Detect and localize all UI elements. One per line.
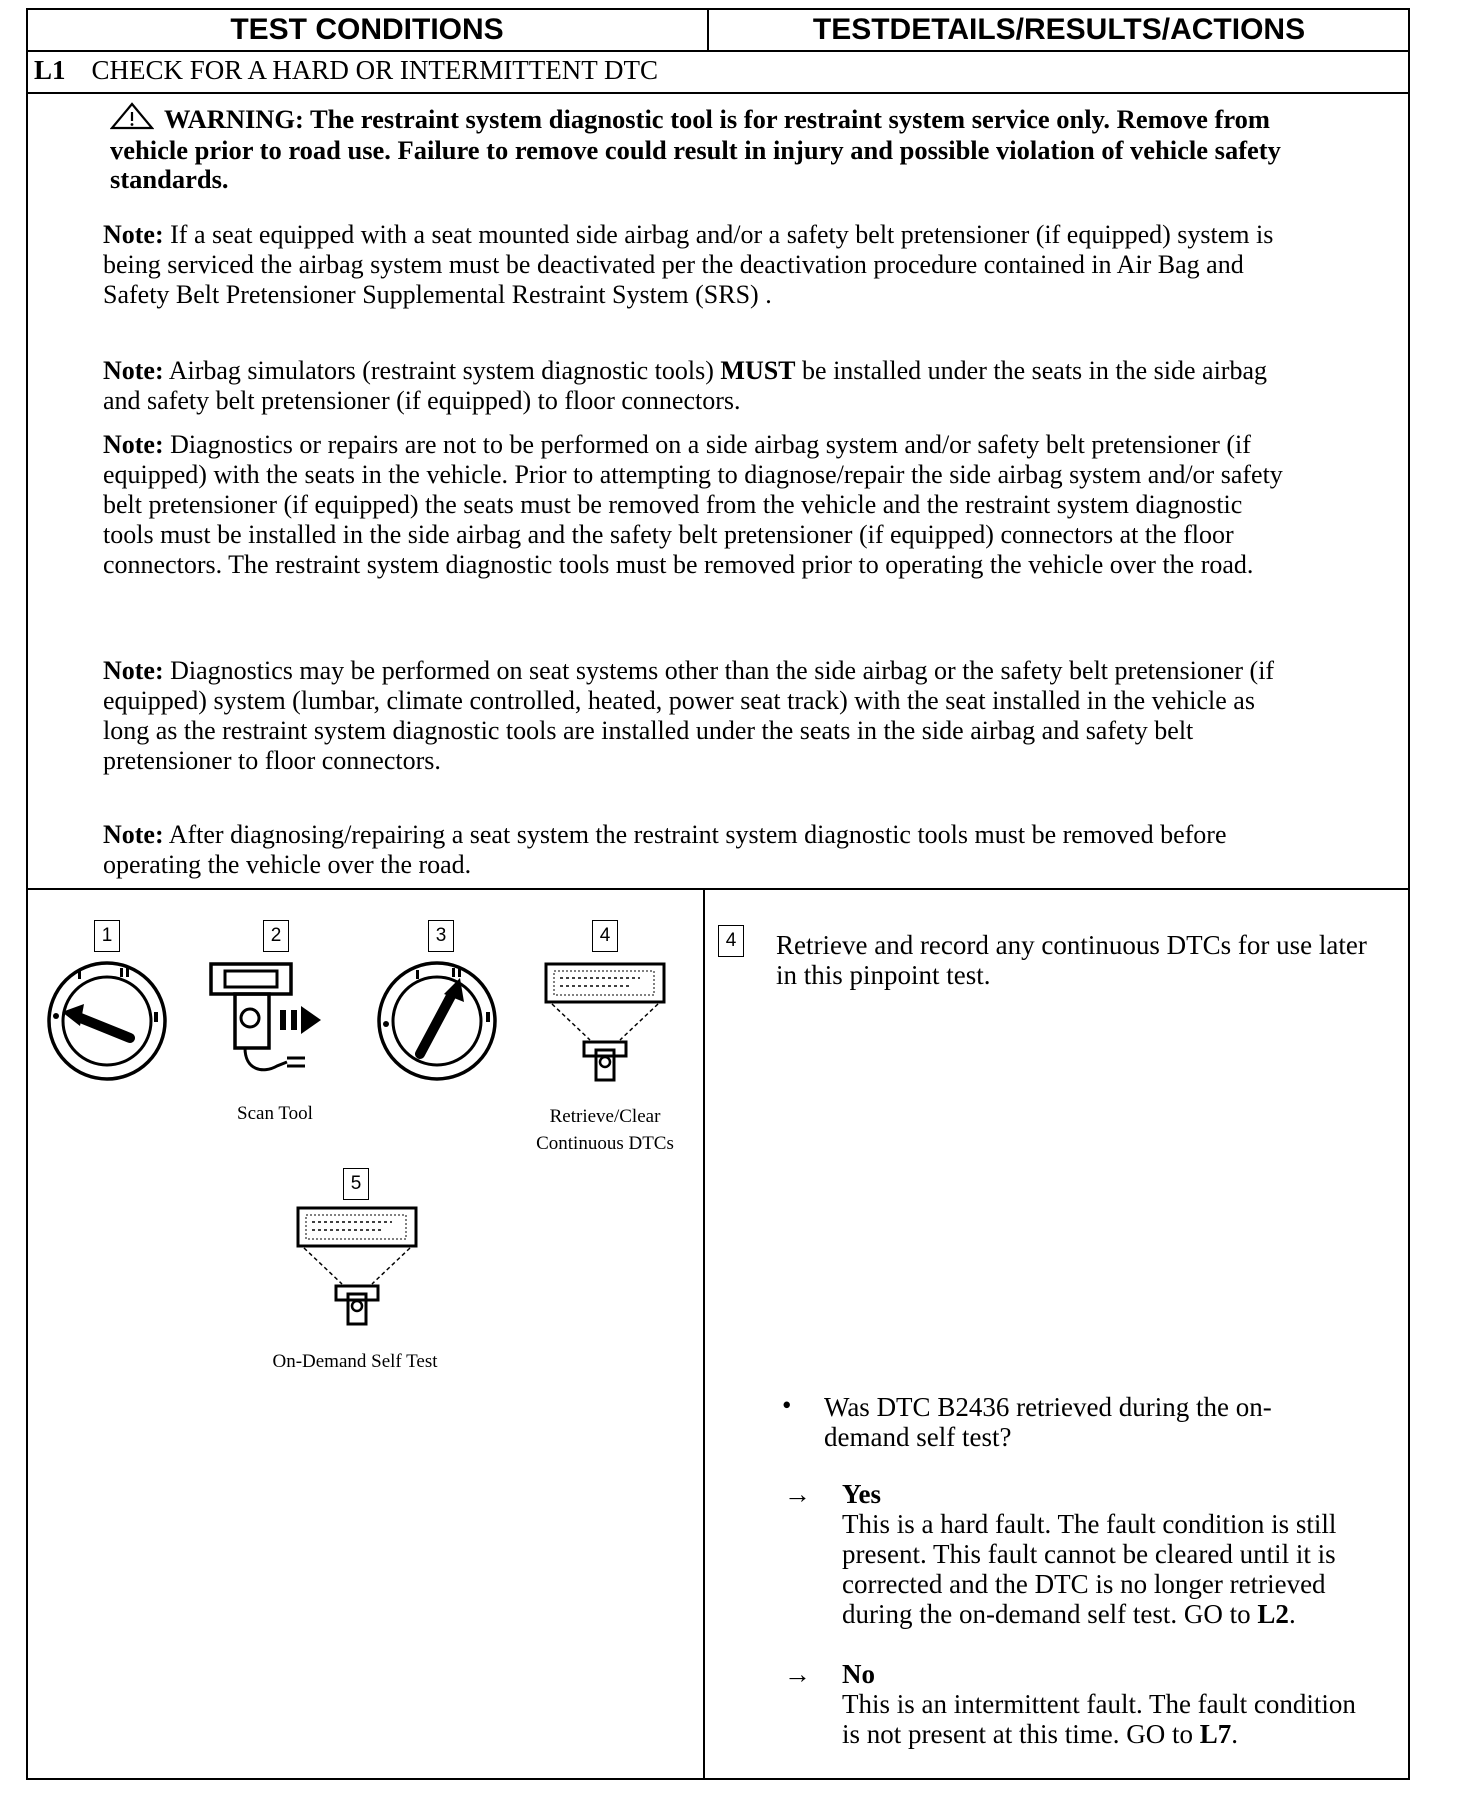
note-text: Diagnostics may be performed on seat systems other than the side airbag or the safety belt pretensioner (if equipped) system (lumbar, climate controlled, heated, power seat track) with the seat installed in the vehicle as long as the restraint system diagnostic tools are installed under the seats in the side airbag and safety belt pretensioner to floor connectors. — [103, 656, 1275, 775]
detail-step-number: 4 — [718, 925, 744, 957]
yes-result — [842, 1509, 1402, 1629]
note-label: Note: — [103, 820, 164, 849]
note-simulators — [103, 356, 1283, 416]
note-text: Diagnostics or repairs are not to be performed on a side airbag system and/or safety belt pretensioner (if equipped) with the seats in the vehicle. Prior to attempting to diagnose/repair the side airbag system and/or safety belt pretensioner (if equipped) the seats must be removed from the vehicle and the restraint system diagnostic tools must be installed in the side airbag and the safety belt pretensioner (if equipped) connectors at the floor connectors. The restraint system diagnostic tools must be removed prior to operating the vehicle over the road. — [103, 430, 1283, 579]
detail-question: Was DTC B2436 retrieved during the on-demand self test? — [824, 1392, 1272, 1452]
yes-label: Yes — [842, 1479, 881, 1509]
note-text: After diagnosing/repairing a seat system the restraint system diagnostic tools must be removed before operating the vehicle over the road. — [103, 820, 1227, 879]
caption-self-test: On-Demand Self Test — [272, 1351, 438, 1372]
yes-goto-link[interactable]: L2 — [1257, 1599, 1289, 1629]
step-title — [34, 52, 658, 88]
figure-step-3: 3 — [428, 920, 454, 952]
scan-tool-screen-icon — [292, 1206, 422, 1336]
note-emphasis: MUST — [720, 356, 796, 385]
note-text: be installed under the seats in the side airbag and safety belt pretensioner (if equipped) to floor connectors. — [103, 356, 1267, 415]
arrow-right-icon: → — [784, 1479, 811, 1509]
ignition-switch-off-icon — [42, 956, 172, 1086]
note-label: Note: — [103, 220, 164, 249]
step-id: L1 — [34, 55, 66, 85]
note-label: Note: — [103, 656, 164, 685]
period: . — [1288, 1599, 1296, 1629]
note-label: Note: — [103, 356, 164, 385]
no-label: No — [842, 1659, 875, 1689]
bullet-icon: • — [782, 1390, 792, 1420]
figure-step-5: 5 — [343, 1168, 369, 1200]
no-result-text: This is an intermittent fault. The fault condition is not present at this time. GO to — [842, 1689, 1356, 1749]
caption-line: Continuous DTCs — [536, 1133, 674, 1154]
detail-instruction: Retrieve and record any continuous DTCs for use later in this pinpoint test. — [776, 930, 1367, 990]
ignition-switch-run-icon — [372, 956, 502, 1086]
no-goto-link[interactable]: L7 — [1199, 1719, 1232, 1749]
scan-tool-screen-icon — [540, 962, 670, 1092]
no-result — [842, 1689, 1372, 1749]
warning-block — [110, 102, 1350, 194]
note-diagnostics-in-vehicle — [103, 430, 1283, 580]
yes-result-text: This is a hard fault. The fault condition is still present. This fault cannot be cleared until it is corrected and the DTC is no longer retrieved during the on-demand self test. GO to — [842, 1509, 1337, 1629]
step-title-text: CHECK FOR A HARD OR INTERMITTENT DTC — [91, 55, 659, 85]
note-other-seat-systems — [103, 656, 1283, 776]
header-test-conditions: TEST CONDITIONS — [230, 13, 504, 46]
header-test-details: TESTDETAILS/RESULTS/ACTIONS — [812, 13, 1306, 46]
note-label: Note: — [103, 430, 164, 459]
warning-triangle-icon — [110, 102, 154, 136]
arrow-right-icon: → — [784, 1659, 811, 1689]
figure-step-2: 2 — [263, 920, 289, 952]
figure-step-1: 1 — [94, 920, 120, 952]
caption-retrieve-clear — [515, 1103, 695, 1157]
note-deactivation — [103, 220, 1283, 310]
note-text: Airbag simulators (restraint system diagnostic tools) — [163, 356, 721, 385]
caption-line: Retrieve/Clear — [549, 1106, 661, 1127]
scan-tool-icon — [205, 962, 355, 1086]
note-text: If a seat equipped with a seat mounted side airbag and/or a safety belt pretensioner (if equipped) system is being serviced the airbag system must be deactivated per the deactivation procedure contained in Air Bag and Safety Belt Pretensioner Supplemental Restraint System (SRS) . — [103, 220, 1274, 309]
caption-scan-tool: Scan Tool — [237, 1103, 313, 1124]
period: . — [1231, 1719, 1238, 1749]
warning-text: WARNING: The restraint system diagnostic tool is for restraint system service only. Remove from vehicle prior to road use. Failure to remove could result in injury and possible violation of vehicle safety standards. — [110, 104, 1281, 194]
note-remove-tools — [103, 820, 1283, 880]
figure-step-4: 4 — [592, 920, 618, 952]
